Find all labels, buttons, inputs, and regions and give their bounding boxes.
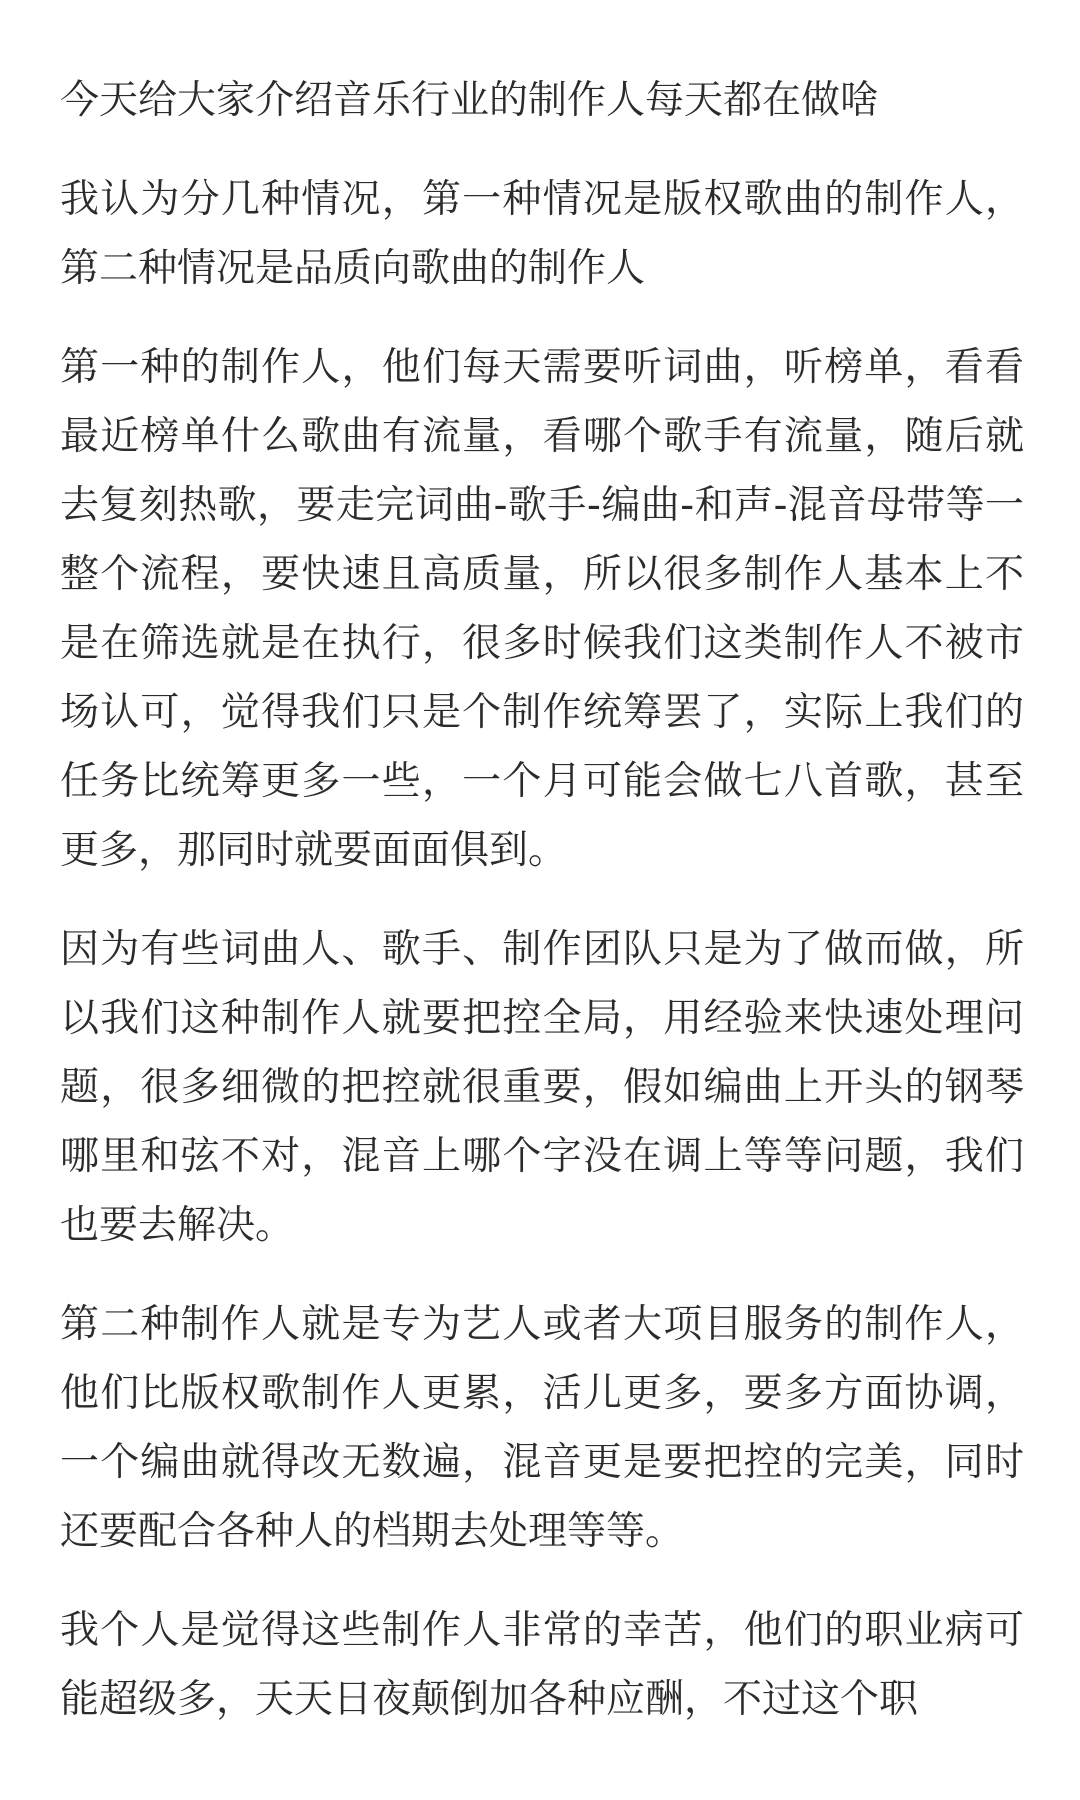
paragraph-intro: 今天给大家介绍音乐行业的制作人每天都在做啥 [60,78,880,123]
article-body [60,66,1024,1734]
paragraph-personal-view: 我个人是觉得这些制作人非常的幸苦，他们的职业病可能超级多，天天日夜颠倒加各种应酬，不过这个职 [60,1608,1024,1722]
paragraph-two-types: 我认为分几种情况，第一种情况是版权歌曲的制作人，第二种情况是品质向歌曲的制作人 [60,177,1024,291]
paragraph-copyright-producer: 第一种的制作人，他们每天需要听词曲，听榜单，看看最近榜单什么歌曲有流量，看哪个歌手有流量，随后就去复刻热歌，要走完词曲-歌手-编曲-和声-混音母带等一整个流程，要快速且高质量，所以很多制作人基本上不是在筛选就是在执行，很多时候我们这类制作人不被市场认可，觉得我们只是个制作统筹罢了，实际上我们的任务比统筹更多一些，一个月可能会做七八首歌，甚至更多，那同时就要面面俱到。 [60,345,1024,873]
paragraph-artist-producer: 第二种制作人就是专为艺人或者大项目服务的制作人，他们比版权歌制作人更累，活儿更多，要多方面协调，一个编曲就得改无数遍，混音更是要把控的完美，同时还要配合各种人的档期去处理等等。 [60,1302,1024,1554]
paragraph-overall-control: 因为有些词曲人、歌手、制作团队只是为了做而做，所以我们这种制作人就要把控全局，用经验来快速处理问题，很多细微的把控就很重要，假如编曲上开头的钢琴哪里和弦不对，混音上哪个字没在调上等等问题，我们也要去解决。 [60,927,1024,1248]
